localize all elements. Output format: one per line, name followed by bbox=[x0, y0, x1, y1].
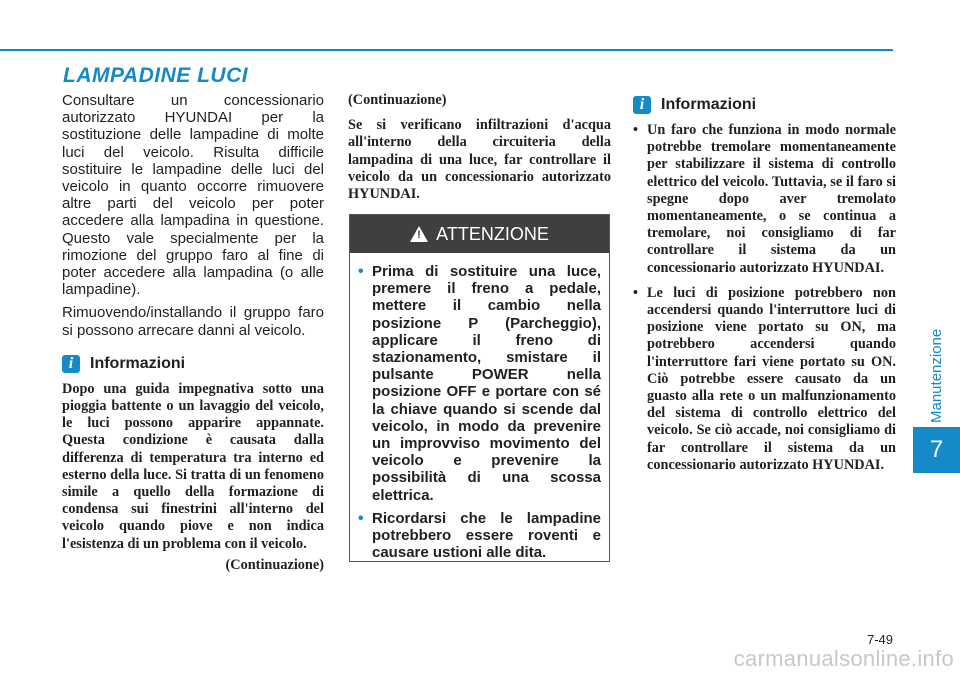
chapter-number: 7 bbox=[913, 427, 960, 473]
info-item: • Un faro che funziona in modo normale potrebbe tremolare momentaneamente per stabilizzare il sistema di controllo elettrico del veicolo. Tuttavia, se il faro si spegne dopo aver tremolato momentaneamente, o se continua a tremolare, noi consigliamo di far controllare il sistema da un concessionario autorizzato HYUNDAI. bbox=[633, 122, 896, 277]
info-title: Informazioni bbox=[661, 96, 757, 113]
section-label: Manutenzione bbox=[928, 328, 945, 424]
warning-triangle-icon: ! bbox=[410, 226, 428, 242]
column-3 bbox=[633, 92, 896, 482]
warning-item: • Ricordarsi che le lampadine potrebbero essere roventi e causare ustioni alle dita. bbox=[364, 510, 601, 562]
continued-label: (Continuazione) bbox=[348, 92, 447, 108]
column-2 bbox=[348, 92, 611, 203]
warning-title: ATTENZIONE bbox=[436, 223, 549, 244]
water-paragraph: Se si verificano infiltrazioni d'acqua all'interno della circuiteria della lampadina di una luce, far controllare il veicolo da un concessionario autorizzato HYUNDAI. bbox=[348, 117, 611, 203]
info-icon: i bbox=[633, 96, 651, 114]
info-title: Informazioni bbox=[90, 354, 186, 372]
watermark: carmanualsonline.info bbox=[733, 646, 954, 671]
info-item: • Le luci di posizione potrebbero non accendersi quando l'interruttore luci di posizione viene portato su ON, ma potrebbero accendersi quando l'interruttore fari viene portato su ON. Ciò potrebbe essere causato da un guasto alla rete o un malfunzionamento del sistema di controllo elettrico del veicolo. Se ciò accade, noi consigliamo di far controllare il sistema da un concessionario autorizzato HYUNDAI. bbox=[633, 285, 896, 474]
warning-item: • Prima di sostituire una luce, premere il freno a pedale, mettere il cambio nella posizione P (Parcheggio), applicare il freno di stazionamento, smistare il pulsante POWER nella posizione OFF e portare con sé la chiave quando si scende dal veicolo, in modo da prevenire un improvviso movimento del veicolo e prevenire la possibilità di una scossa elettrica. bbox=[364, 263, 601, 504]
warning-box bbox=[349, 214, 610, 562]
warning-list bbox=[350, 253, 609, 561]
column-1 bbox=[62, 92, 324, 574]
damage-paragraph: Rimuovendo/installando il gruppo faro si possono arrecare danni al veicolo. bbox=[62, 304, 324, 339]
page-number: 7-49 bbox=[866, 632, 893, 647]
intro-paragraph: Consultare un concessionario autorizzato HYUNDAI per la sostituzione delle lampadine di molte luci del veicolo. Risulta difficile sostituire le lampadine delle luci del veicolo in quanto occorre rimuovere altre parti del veicolo per poter accedere alla lampadina in questione. Questo vale specialmente per la rimozione del gruppo faro al fine di poter accedere alla lampadina (o alle lampadine). bbox=[62, 92, 324, 299]
info-heading bbox=[62, 355, 324, 373]
continued-label: (Continuazione) bbox=[225, 556, 324, 573]
info-heading bbox=[633, 96, 896, 114]
page-title: LAMPADINE LUCI bbox=[63, 64, 249, 87]
info-list bbox=[633, 122, 896, 474]
header-rule bbox=[0, 49, 893, 51]
warning-header bbox=[350, 215, 609, 253]
info-icon: i bbox=[62, 355, 80, 373]
info-body: Dopo una guida impegnativa sotto una pioggia battente o un lavaggio del veicolo, le luci possono apparire appannate. Questa condizione è causata dalla differenza di temperatura tra interno ed esterno della luce. Si tratta di un fenomeno simile a quello della formazione di condensa sui finestrini all'interno del veicolo quando piove e non indica l'esistenza di un problema con il veicolo. bbox=[62, 380, 324, 552]
